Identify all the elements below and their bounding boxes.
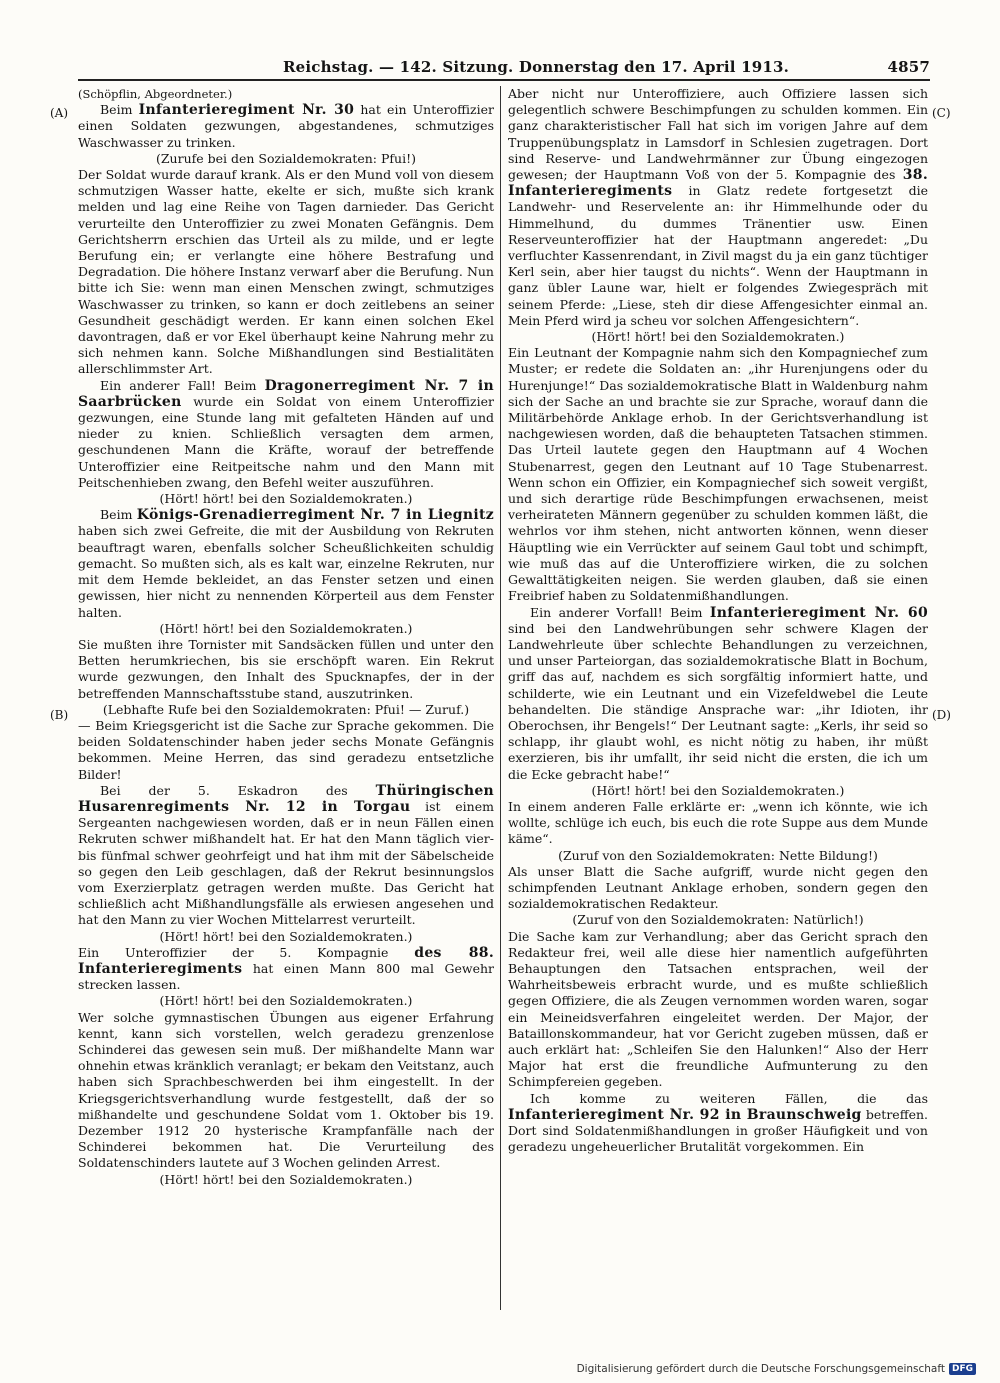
regiment-name: Infanterieregiment Nr. 60 — [709, 604, 928, 621]
interjection: (Hört! hört! bei den Sozialdemokraten.) — [159, 491, 413, 507]
interjection: (Hört! hört! bei den Sozialdemokraten.) — [159, 993, 413, 1009]
margin-mark-d: (D) — [932, 708, 951, 722]
paragraph: Ein Unteroffizier der 5. Kompagnie des 88. Infanterieregiments hat einen Mann 800 mal Gewehr strecken lassen. — [78, 944, 494, 993]
interjection: (Hört! hört! bei den Sozialdemokraten.) — [159, 928, 413, 944]
paragraph: In einem anderen Falle erklärte er: „wenn ich könnte, wie ich wollte, schlüge ich euch, bis euch die rote Suppe aus dem Munde käme“. — [508, 798, 928, 847]
interjection: (Zuruf von den Sozialdemokraten: Nette Bildung!) — [558, 847, 878, 863]
paragraph: Beim Infanterieregiment Nr. 30 hat ein Unteroffizier einen Soldaten gezwungen, abgestandenes, schmutziges Waschwasser zu trinken. — [78, 102, 494, 150]
footer-credit — [577, 1363, 976, 1375]
paragraph: Ein Leutnant der Kompagnie nahm sich den Kompagniechef zum Muster; er redete die Soldaten an: „ihr Hurenjungens oder du Hurenjunge!“ Das sozialdemokratische Blatt in Waldenburg nahm sich der Sache an und brachte sie zur Sprache, worauf dann die Militärbehörde Anklage erhob. In der Gerichtsverhandlung ist nachgewiesen worden, daß die behaupteten Tatsachen stimmen. Das Urteil lautete gegen den Hauptmann auf 4 Wochen Stubenarrest, gegen den Leutnant auf 10 Tage Stubenarrest. Wenn schon ein Offizier, ein Kompagniechef sich soweit vergißt, und sich derartige rüde Beschimpfungen erwachsenen, meist verheirateten Männern gegenüber zu schulden kommen läßt, die wehrlos vor ihm stehen, nicht antworten können, wenn dieser Häuptling wie ein Verrückter auf seinem Gaul tobt und schimpft, wie muß das auf die Unteroffiziere wirken, die zu solchen Gewalttätigkeiten neigen. Sie werden glauben, daß sie einen Freibrief haben zu Soldatenmißhandlungen. — [508, 345, 928, 604]
funding-note: Digitalisierung gefördert durch die Deutsche Forschungsgemeinschaft — [576, 1363, 945, 1375]
paragraph: Ein anderer Fall! Beim Dragonerregiment Nr. 7 in Saarbrücken wurde ein Soldat von einem Unteroffizier gezwungen, eine Stunde lang mit gefalteten Händen auf und nieder zu knien. Schließlich versagten dem armen, geschundenen Mann die Kräfte, worauf der betreffende Unteroffizier eine Reitpeitsche nahm und den Mann mit Peitschenhieben zwang, den Befehl weiter auszuführen. — [78, 377, 494, 490]
interjection: (Zurufe bei den Sozialdemokraten: Pfui!) — [156, 150, 416, 166]
regiment-name: des 88. Infanterieregiments — [78, 944, 494, 977]
interjection: (Hört! hört! bei den Sozialdemokraten.) — [159, 1171, 413, 1187]
running-head: Reichstag. — 142. Sitzung. Donnerstag den 17. April 1913. — [283, 58, 790, 76]
paragraph: Als unser Blatt die Sache aufgriff, wurde nicht gegen den schimpfenden Leutnant Anklage erhoben, sondern gegen den sozialdemokratischen Redakteur. — [508, 863, 928, 912]
margin-mark-a: (A) — [50, 106, 69, 120]
left-column — [78, 86, 494, 1188]
paragraph: Aber nicht nur Unteroffiziere, auch Offiziere lassen sich gelegentlich schwere Beschimpfungen zu schulden kommen. Ein ganz charakteristischer Fall hat sich im vorigen Jahre auf dem Truppenübungsplatz in Lamsdorf in Schlesien zugetragen. Dort sind Reserve- und Landwehrmänner zur Übung eingezogen gewesen; der Hauptmann Voß von der 5. Kompagnie des 38. Infanterieregiments in Glatz redete fortgesetzt die Landwehr- und Reservelente an: ihr Himmelhunde oder du Himmelhund, du dummes Tränentier usw. Einen Reserveunteroffizier hat der Hauptmann angeredet: „Du verfluchter Kassenrendant, in Zivil magst du ja ein ganz tüchtiger Kerl sein, aber hier taugst du nichts“. Wenn der Hauptmann in ganz übler Laune war, hielt er folgendes Zwiegespräch mit seinem Pferde: „Liese, steh dir diese Affengesichter einmal an. Mein Pferd wird ja scheu vor solchen Affengesichtern“. — [508, 86, 928, 328]
paragraph: Die Sache kam zur Verhandlung; aber das Gericht sprach den Redakteur frei, weil alle diese hier namentlich aufgeführten Behauptungen den Tatsachen entsprachen, weil der Wahrheitsbeweis erbracht wurde, und es mußte schließlich gegen Offiziere, die als Zeugen vernommen worden waren, sogar ein Meineidsverfahren eingeleitet werden. Der Major, der Bataillonskommandeur, hat vor Gericht zugeben müssen, daß er auch erklärt hat: „Schleifen Sie den Halunken!“ Also der Herr Major hat erst die freundliche Aufmunterung zu den Schimpfereien gegeben. — [508, 928, 928, 1090]
paragraph: Beim Königs-Grenadierregiment Nr. 7 in Liegnitz haben sich zwei Gefreite, die mit der Ausbildung von Rekruten beauftragt waren, ebenfalls solcher Scheußlichkeiten schuldig gemacht. So mußten sich, als es kalt war, einzelne Rekruten, nur mit dem Hemde bekleidet, an das Fenster setzen und einen gewissen, hier nicht zu nennenden Körperteil aus dem Fenster halten. — [78, 507, 494, 620]
interjection: (Hört! hört! bei den Sozialdemokraten.) — [591, 782, 845, 798]
speaker-note: (Schöpflin, Abgeordneter.) — [78, 87, 233, 101]
paragraph: — Beim Kriegsgericht ist die Sache zur Sprache gekommen. Die beiden Soldatenschinder haben jeder sechs Monate Gefängnis bekommen. Meine Herren, das sind geradezu entsetzliche Bilder! — [78, 717, 494, 782]
interjection: (Zuruf von den Sozialdemokraten: Natürlich!) — [572, 912, 864, 928]
paragraph: Bei der 5. Eskadron des Thüringischen Husarenregiments Nr. 12 in Torgau ist einem Sergeanten nachgewiesen worden, daß er in neun Fällen einen Rekruten schwer mißhandelt hat. Er hat den Mann täglich vier- bis fünfmal schwer geohrfeigt und hat ihm mit der Säbelscheide so gegen den Leib geschlagen, daß der Rekrut besinnungslos vom Exerzierplatz getragen werden mußte. Das Gericht hat schließlich acht Mißhandlungsfälle als erwiesen angesehen und hat den Mann zu vier Wochen Mittelarrest verurteilt. — [78, 782, 494, 928]
dfg-logo: DFG — [949, 1363, 976, 1375]
regiment-name: Thüringischen Husarenregiments Nr. 12 in Torgau — [78, 782, 494, 815]
column-divider — [500, 86, 501, 1310]
paragraph: Sie mußten ihre Tornister mit Sandsäcken füllen und unter den Betten herumkriechen, bis sie erschöpft waren. Ein Rekrut wurde gezwungen, den Inhalt des Spucknapfes, der in der betreffenden Mannschaftsstube stand, auszutrinken. — [78, 636, 494, 701]
margin-mark-b: (B) — [50, 708, 69, 722]
regiment-name: Dragonerregiment Nr. 7 in Saarbrücken — [78, 377, 494, 410]
paragraph: Ich komme zu weiteren Fällen, die das Infanterieregiment Nr. 92 in Braunschweig betreffen. Dort sind Soldatenmißhandlungen in großer Häufigkeit und von geradezu ungeheuerlicher Brutalität vorgekommen. Ein — [508, 1090, 928, 1155]
interjection: (Lebhafte Rufe bei den Sozialdemokraten: Pfui! — Zuruf.) — [102, 701, 470, 717]
margin-mark-c: (C) — [932, 106, 951, 120]
header-rule — [78, 79, 930, 81]
running-header — [78, 58, 930, 78]
interjection: (Hört! hört! bei den Sozialdemokraten.) — [159, 620, 413, 636]
interjection: (Hört! hört! bei den Sozialdemokraten.) — [591, 329, 845, 345]
right-column — [508, 86, 928, 1155]
regiment-name: 38. Infanterieregiments — [508, 167, 928, 200]
page-number: 4857 — [887, 58, 930, 76]
regiment-name: Infanterieregiment Nr. 30 — [138, 102, 355, 119]
paragraph: Wer solche gymnastischen Übungen aus eigener Erfahrung kennt, kann sich vorstellen, welch geradezu grenzenlose Schinderei das gewesen sein muß. Der mißhandelte Mann war ohnehin etwas kränklich veranlagt; er bekam den Veitstanz, auch haben sich Sprachbeschwerden bei ihm eingestellt. In der Kriegsgerichtsverhandlung wurde festgestellt, daß der so mißhandelte und geschundene Soldat vom 1. Oktober bis 19. Dezember 1912 20 hysterische Krampfanfälle nach der Schinderei bekommen hat. Die Verurteilung des Soldatenschinders lautete auf 3 Wochen gelinden Arrest. — [78, 1009, 494, 1171]
paragraph: Ein anderer Vorfall! Beim Infanterieregiment Nr. 60 sind bei den Landwehrübungen sehr schwere Klagen der Landwehrleute über schlechte Behandlungen zu verzeichnen, und unser Parteiorgan, das sozialdemokratische Blatt in Bochum, griff das auf, nachdem es sich sorgfältig informiert hatte, und schilderte, wie ein Leutnant und ein Vizefeldwebel die Leute behandelten. Die ständige Ansprache war: „ihr Idioten, ihr Oberochsen, ihr Bengels!“ Der Leutnant sagte: „Kerls, ihr seid so schlapp, ihr glaubt wohl, es nicht nötig zu haben, ihr müßt exerzieren, bis ihr umfallt, ihr seid nicht die ersten, die ich um die Ecke gebracht habe!“ — [508, 604, 928, 782]
paragraph: Der Soldat wurde darauf krank. Als er den Mund voll von diesem schmutzigen Wasser hatte, ekelte er sich, mußte sich krank melden und lag eine Reihe von Tagen darnieder. Das Gericht verurteilte den Unteroffizier zu zwei Monaten Gefängnis. Dem Gerichtsherrn erschien das Urteil als zu milde, und er legte Berufung ein; er verlangte eine höhere Bestrafung und Degradation. Die höhere Instanz verwarf aber die Berufung. Nun bitte ich Sie: wenn man einen Menschen zwingt, schmutziges Waschwasser zu trinken, so kann er doch zeitlebens an seiner Gesundheit geschädigt werden. Er kann einen solchen Ekel davontragen, daß er vor Ekel überhaupt keine Nahrung mehr zu sich nehmen kann. Solche Mißhandlungen sind Bestialitäten allerschlimmster Art. — [78, 167, 494, 377]
regiment-name: Königs-Grenadierregiment Nr. 7 in Liegnitz — [136, 507, 494, 524]
regiment-name: Infanterieregiment Nr. 92 in Braunschweig — [508, 1106, 862, 1123]
